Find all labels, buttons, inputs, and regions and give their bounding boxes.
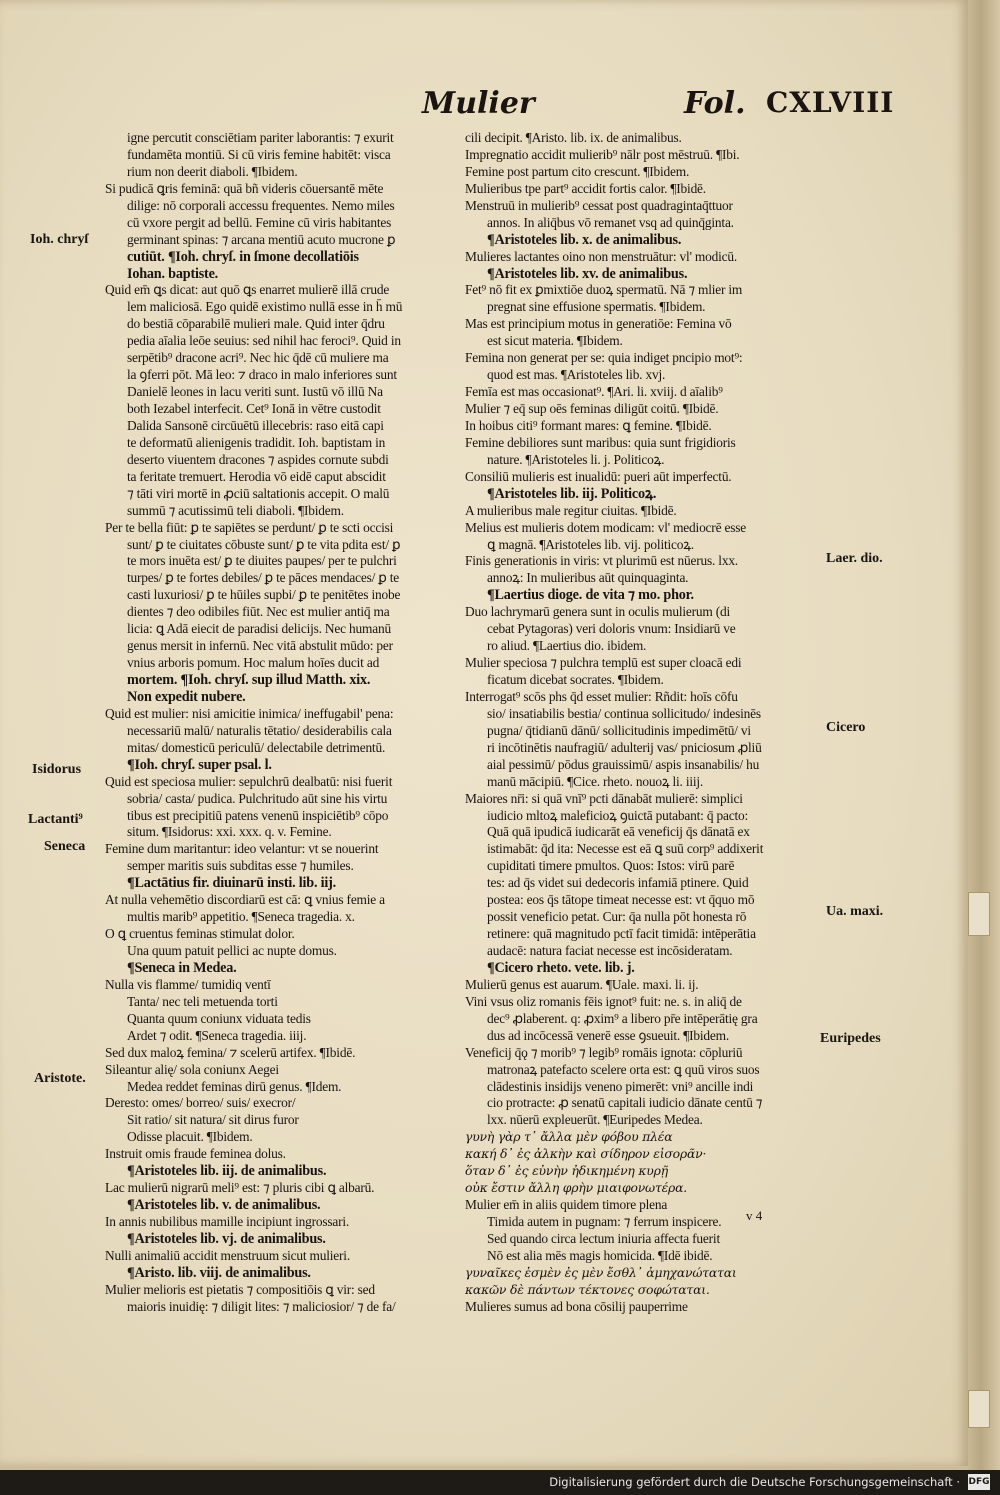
text-line: sio/ insatiabilis bestia/ continua sollicitudo/ indesinēs <box>487 705 761 721</box>
text-line: ⁊ tāti viri mortē in ꝓciū saltationis accepit. O malū <box>127 485 390 501</box>
text-line: nature. ¶Aristoteles li. j. Politicoꝝ. <box>487 451 665 467</box>
text-line: dec⁹ ꝓlaberent. q: ꝓxim⁹ a libero pr̄e intēperātię gra <box>487 1010 758 1026</box>
text-line: Lac mulierū nigrarū meli⁹ est: ⁊ pluris cibi ꝗ albarū. <box>105 1180 375 1196</box>
footer-credit: Digitalisierung gefördert durch die Deutsche Forschungsgemeinschaft · <box>549 1475 960 1489</box>
text-line: necessariū malū/ naturalis tētatio/ desiderabilis cala <box>127 722 392 738</box>
text-line: ¶Cicero rheto. vete. lib. j. <box>487 959 635 976</box>
text-line: iudicio mltoꝝ maleficioꝝ ꝯuictā putabant: q̄ pacto: <box>487 807 748 823</box>
left-text-column <box>105 130 461 1316</box>
text-line: clādestinis insidijs veneno pimerēt: vni⁹ ancille indi <box>487 1078 754 1094</box>
text-line: Si pudicā ꝗris feminā: quā bñ videris cōuersantē mēte <box>105 180 384 196</box>
text-line: la ꝯferri pōt. Mā leo: ⁊ draco in malo inferiores sunt <box>127 367 397 383</box>
text-line: ta feritate tremuert. Herodia vō eidē caput abscidit <box>127 468 386 484</box>
text-line: maioris inuidię: ⁊ diligit lites: ⁊ maliciosior/ ⁊ de fa/ <box>127 1298 396 1314</box>
text-line: A mulieribus male regitur ciuitas. ¶Ibidē. <box>465 502 677 518</box>
text-line: serpētib⁹ dracone acri⁹. Nec hic q̄dē cū muliere ma <box>127 350 389 366</box>
text-line: summū ⁊ acutissimū teli diaboli. ¶Ibidem. <box>127 502 344 518</box>
text-line: Mas est principium motus in generatiōe: Femina vō <box>465 316 732 332</box>
text-line: Femine debiliores sunt maribus: quia sunt frigidioris <box>465 434 736 450</box>
text-line: In hoibus citi⁹ formant mares: ꝗ femine. ¶Ibidē. <box>465 417 712 433</box>
text-line: mitas/ domesticū periculū/ delectabile detrimentū. <box>127 739 386 755</box>
text-line: Sileantur alię/ sola coniunx Aegei <box>105 1061 279 1077</box>
text-line: multis marib⁹ appetitio. ¶Seneca tragedia. x. <box>127 909 355 925</box>
text-line: lxx. nūerū expleuerūt. ¶Euripedes Medea. <box>487 1112 703 1128</box>
text-line: tes: ad q̄s videt sui dedecoris infamiā ptinere. Quid <box>487 875 749 891</box>
text-line: At nulla vehemētio discordiarū est cā: ꝗ vnius femie a <box>105 892 385 908</box>
text-line: situm. ¶Isidorus: xxi. xxx. q. v. Femine. <box>127 824 332 840</box>
text-line: both Iezabel interfecit. Cet⁹ Ionā in vētre custodit <box>127 401 381 416</box>
folio-label: Fol. <box>684 86 746 121</box>
text-line: Femīa est mas occasionat⁹. ¶Ari. li. xviij. d aīalib⁹ <box>465 384 723 400</box>
text-line: Instruit omis fraude feminea dolus. <box>105 1146 286 1162</box>
text-line: retinere: quā magnitudo pctī facit timidā: intēperātia <box>487 926 756 942</box>
text-line: ¶Aristoteles lib. vj. de animalibus. <box>127 1230 326 1247</box>
text-line: Tanta/ nec teli metuenda torti <box>127 993 278 1009</box>
text-line: rium non deerit diaboli. ¶Ibidem. <box>127 163 298 179</box>
text-line: matronaꝝ patefacto scelere orta est: ꝗ quū viros suos <box>487 1061 760 1077</box>
text-line: istimabāt: q̄d ita: Necesse est eā ꝗ suū corp⁹ addixerit <box>487 841 764 857</box>
text-line: ¶Lactātius fir. diuinarū insti. lib. iij. <box>127 875 337 892</box>
text-line: annoꝝ: In mulieribus aūt quinquaginta. <box>487 570 689 586</box>
text-line: Duo lachrymarū genera sunt in oculis mulierum (di <box>465 604 731 620</box>
text-line: Fet⁹ nō fit ex ꝑmixtiōe duoꝝ spermatū. Nā ⁊ mlier im <box>465 282 743 298</box>
text-line: cū vxore pergit ad bellū. Femine cū viris habitantes <box>127 214 392 230</box>
text-line: pedia aīalia leōe seuius: sed nihil hac feroci⁹. Quid in <box>127 333 401 349</box>
text-line: Ardet ⁊ odit. ¶Seneca tragedia. iiij. <box>127 1027 307 1043</box>
text-line: Finis generationis in viris: vt plurimū est nūerus. lxx. <box>465 553 738 569</box>
text-line: Deresto: omes/ borreo/ suis/ execror/ <box>105 1095 296 1111</box>
text-line: Sit ratio/ sit natura/ sit dirus furor <box>127 1112 299 1128</box>
text-line: Timida autem in pugnam: ⁊ ferrum inspicere. <box>487 1214 722 1229</box>
text-line: Femine dum maritantur: ideo velantur: vt se nouerint <box>105 841 379 857</box>
dfg-logo: DFG <box>968 1474 990 1490</box>
text-line: ri incōtinētis naufragiū/ adulterij vas/ pniciosum ꝓliū <box>487 739 762 755</box>
text-line: est sicut materia. ¶Ibidem. <box>487 333 623 349</box>
margin-note: Euripedes <box>820 1031 881 1046</box>
text-line: audacē: natura faciat necesse est incōsideratam. <box>487 943 733 958</box>
text-line: Sed dux maloꝝ femina/ ⁊ scelerū artifex. ¶Ibidē. <box>105 1044 356 1060</box>
text-line: dientes ⁊ deo odibiles fiūt. Nec est mulier antiq̄ ma <box>127 604 390 620</box>
text-line: Nō est alia mēs magis homicida. ¶Idē ibidē. <box>487 1247 713 1263</box>
text-line: Mulier melioris est pietatis ⁊ compositiōis ꝗ vir: sed <box>105 1281 375 1297</box>
text-line: Consiliū mulieris est inualidū: pueri aūt imperfectū. <box>465 468 732 484</box>
text-line: Interrogat⁹ scōs phs q̄d esset mulier: Rñdit: hoīs cōfu <box>465 688 738 704</box>
page-tab <box>968 1390 990 1428</box>
text-line: Quā quā ipudicā iudicarāt eā veneficij q̄s dānatā ex <box>487 824 750 840</box>
text-line: dilige: nō corporali accessu frequentes. Nemo miles <box>127 197 395 213</box>
running-title <box>422 86 895 126</box>
text-line: Non expedit nubere. <box>127 688 246 705</box>
text-line: licia: ꝗ Adā eiecit de paradisi delicijs. Nec humanū <box>127 621 391 637</box>
text-line: pregnat sine effusione spermatis. ¶Ibidem. <box>487 299 706 315</box>
text-line: turpes/ ꝑ te fortes debiles/ ꝑ te pāces mendaces/ ꝑ te <box>127 570 399 586</box>
text-line: fundamēta montiū. Si cū viris femine habitēt: visca <box>127 146 391 162</box>
text-line: Menstruū in mulierib⁹ cessat post quadragintaq̄ttuor <box>465 197 733 213</box>
text-line: cio protracte: ꝓ senatū capitali iudicio dānate centū ⁊ <box>487 1095 763 1111</box>
text-line: In annis nubilibus mamille incipiunt ingrossari. <box>105 1214 350 1229</box>
text-line: Una quum patuit pellici ac nupte domus. <box>127 943 337 958</box>
text-line: quod est mas. ¶Aristoteles lib. xvj. <box>487 367 666 383</box>
margin-note: Isidorus <box>32 762 82 777</box>
running-title-word: Mulier <box>422 86 535 121</box>
text-line: deserto viuentem dracones ⁊ aspides cornute subdi <box>127 451 389 467</box>
text-line: vnius arboris pomum. Hoc malum hoīes ducit ad <box>127 655 380 671</box>
text-line: Quid est mulier: nisi amicitie inimica/ ineffugabil' pena: <box>105 705 394 721</box>
text-line: igne percutit consciētiam pariter laborantis: ⁊ exurit <box>127 130 394 145</box>
text-line: Sed quando circa lectum iniuria affecta fuerit <box>487 1230 720 1246</box>
greek-text-line: κακή δ᾽ ἐς ἀλκὴν καὶ σίδηρον εἰσορᾶν· <box>465 1146 707 1162</box>
greek-text-line: γυναῖκες ἐσμὲν ἐς μὲν ἔσθλ᾽ ἀμηχανώταται <box>465 1264 737 1280</box>
text-line: semper maritis suis subditas esse ⁊ humiles. <box>127 858 354 874</box>
text-line: tibus est precipitiū patens venenū inspiciētib⁹ cōpo <box>127 807 389 823</box>
text-line: ¶Ioh. chryſ. super psal. l. <box>127 756 272 773</box>
greek-text-line: ὅταν δ᾽ ἐς εὐνὴν ἠδικημένη κυρῇ <box>465 1163 668 1179</box>
text-line: cebat Pytagoras) veri doloris vnum: Insidiarū ve <box>487 621 736 637</box>
text-line: ¶Aristoteles lib. v. de animalibus. <box>127 1197 321 1214</box>
text-line: Mulierū genus est auarum. ¶Uale. maxi. li. ij. <box>465 976 699 992</box>
text-line: Dalida Sansonē circūuētū illecebris: raso eitā capi <box>127 417 384 433</box>
margin-note: Seneca <box>44 839 86 854</box>
text-line: sunt/ ꝑ te ciuitates cōbuste sunt/ ꝑ te vita pdita est/ ꝑ <box>127 536 401 552</box>
text-line: ¶Aristo. lib. viij. de animalibus. <box>127 1264 311 1281</box>
text-line: annos. In aliq̄bus vō remanet vsq ad quinq̄ginta. <box>487 214 734 230</box>
greek-text-line: κακῶν δὲ πάντων τέκτονες σοφώταται. <box>465 1281 710 1297</box>
text-line: ¶Aristoteles lib. xv. de animalibus. <box>487 265 688 282</box>
text-line: Femina non generat per se: quia indiget pncipio mot⁹: <box>465 350 743 366</box>
margin-note: Cicero <box>826 720 866 735</box>
text-line: dus ad incōcessā venerē esse ꝯsueuit. ¶Ibidem. <box>487 1027 729 1043</box>
text-line: do bestiā cōparabilē mulieri male. Quid inter q̄dru <box>127 316 385 332</box>
greek-text-line: οὐκ ἔστιν ἄλλη φρὴν μιαιφονωτέρα. <box>465 1180 688 1196</box>
text-line: ¶Aristoteles lib. iij. Politicoꝝ. <box>487 485 657 502</box>
text-line: germinant spinas: ⁊ arcana mentiū acuto mucrone ꝑ <box>127 231 396 247</box>
text-line: ¶Aristoteles lib. iij. de animalibus. <box>127 1163 327 1180</box>
text-line: possit veneficio petat. Cur: q̄a nulla pōt honesta rō <box>487 909 747 925</box>
text-line: ¶Seneca in Medea. <box>127 959 237 976</box>
text-line: manū mācipiū. ¶Cice. rheto. nouoꝝ li. iiij. <box>487 773 704 789</box>
text-line: Veneficij q̄ǫ ⁊ morib⁹ ⁊ legib⁹ romāis ignota: cōpluriū <box>465 1044 743 1060</box>
text-line: Mulieres lactantes oino non menstruātur: vl' modicū. <box>465 248 738 264</box>
margin-note: Ua. maxi. <box>826 904 884 919</box>
text-line: Mulieribus tpe part⁹ accidit fortis calor. ¶Ibidē. <box>465 180 706 196</box>
right-text-column <box>465 130 820 1316</box>
page-tab <box>968 892 990 936</box>
margin-note: Aristote. <box>34 1071 86 1086</box>
folio-number: CXLVIII <box>766 86 895 119</box>
text-line: ¶Aristoteles lib. x. de animalibus. <box>487 231 682 248</box>
text-line: postea: eos q̄s tātope timeat necesse est: vt q̄quo mō <box>487 892 755 908</box>
text-line: ficatum dicebat socrates. ¶Ibidem. <box>487 672 664 687</box>
margin-note: Lactanti⁹ <box>28 812 83 827</box>
text-line: Quid em̄ ꝗs dicat: aut quō ꝗs enarret mulierē illā crude <box>105 282 390 298</box>
text-line: Odisse placuit. ¶Ibidem. <box>127 1129 253 1145</box>
text-line: casti luxuriosi/ ꝑ te hūiles supbi/ ꝑ te penitētes inobe <box>127 587 401 603</box>
text-line: Per te bella fiūt: ꝑ te sapiētes se perdunt/ ꝑ te scti occisi <box>105 519 394 535</box>
text-line: Nulli animaliū accidit menstruum sicut mulieri. <box>105 1247 350 1263</box>
text-line: Mulier ⁊ eq̄ sup oēs feminas diligūt coitū. ¶Ibidē. <box>465 401 719 416</box>
text-line: te deformatū alienigenis tradidit. Ioh. baptistam in <box>127 434 386 450</box>
text-line: Mulier em̄ in aliis quidem timore plena <box>465 1197 668 1213</box>
text-line: lem maliciosā. Ego quidē existimo nullā esse in h̄ mū <box>127 299 403 315</box>
text-line: Femine post partum cito crescunt. ¶Ibidem. <box>465 163 690 179</box>
text-line: O ꝗ cruentus feminas stimulat dolor. <box>105 926 295 942</box>
text-line: te mors inuēta est/ ꝑ te diuites paupes/ per te pulchri <box>127 553 397 569</box>
text-line: genus mersit in infernū. Nec vitā abstulit mūdo: per <box>127 638 393 654</box>
text-line: aial pessimū/ pōdus grauissimū/ aspis insanabilis/ hu <box>487 756 760 772</box>
text-line: Quid est speciosa mulier: sepulchrū dealbatū: nisi fuerit <box>105 773 393 789</box>
text-line: Maiores nr̄i: si quā vnī⁹ pcti dānabāt mulierē: simplici <box>465 790 743 806</box>
text-line: cili decipit. ¶Aristo. lib. ix. de animalibus. <box>465 130 682 145</box>
text-line: Mulieres sumus ad bona cōsilij pauperrime <box>465 1298 688 1314</box>
text-line: ꝗ magnā. ¶Aristoteles lib. vij. politicoꝝ. <box>487 536 694 552</box>
text-line: mortem. ¶Ioh. chryſ. sup illud Matth. xix. <box>127 672 371 688</box>
text-line: Quanta quum coniunx viduata tedis <box>127 1010 311 1026</box>
text-line: pugna/ q̄tidianū dānū/ sollicitudinis impedimētū/ vi <box>487 722 751 738</box>
text-line: Mulier speciosa ⁊ pulchra templū est super cloacā edi <box>465 655 742 671</box>
text-line: cupiditati timere pmultos. Quos: Istos: virū parē <box>487 858 735 874</box>
text-line: Melius est mulieris dotem modicam: vl' mediocrē esse <box>465 519 746 535</box>
text-line: Iohan. baptiste. <box>127 265 219 282</box>
text-line: ro aliud. ¶Laertius dio. ibidem. <box>487 638 647 654</box>
text-line: ¶Laertius dioge. de vita ⁊ mo. phor. <box>487 587 694 604</box>
margin-note: Ioh. chryſ <box>30 232 89 247</box>
text-line: cutiūt. ¶Ioh. chryſ. in ſmone decollatiōis <box>127 248 359 265</box>
margin-note: Laer. dio. <box>826 551 883 566</box>
gutter-edge <box>968 0 1000 1470</box>
text-line: Vini vsus oliz romanis fēis ignot⁹ fuit: ne. s. in aliq̄ de <box>465 993 742 1009</box>
footer-bar <box>0 1470 1000 1495</box>
text-line: Nulla vis flamme/ tumidiq ventī <box>105 976 271 992</box>
text-line: Impregnatio accidit mulierib⁹ nālr post mēstruū. ¶Ibi. <box>465 146 740 162</box>
text-line: Medea reddet feminas dirū genus. ¶Idem. <box>127 1078 342 1094</box>
text-line: sobria/ casta/ pudica. Pulchritudo aūt sine his virtu <box>127 790 388 806</box>
text-line: Danielē leones in lacu veriti sunt. Iustū vō illū Na <box>127 384 383 400</box>
greek-text-line: γυνὴ γὰρ τ᾽ ἄλλα μὲν φόβου πλέα <box>465 1129 673 1145</box>
signature-mark: v 4 <box>746 1208 763 1223</box>
